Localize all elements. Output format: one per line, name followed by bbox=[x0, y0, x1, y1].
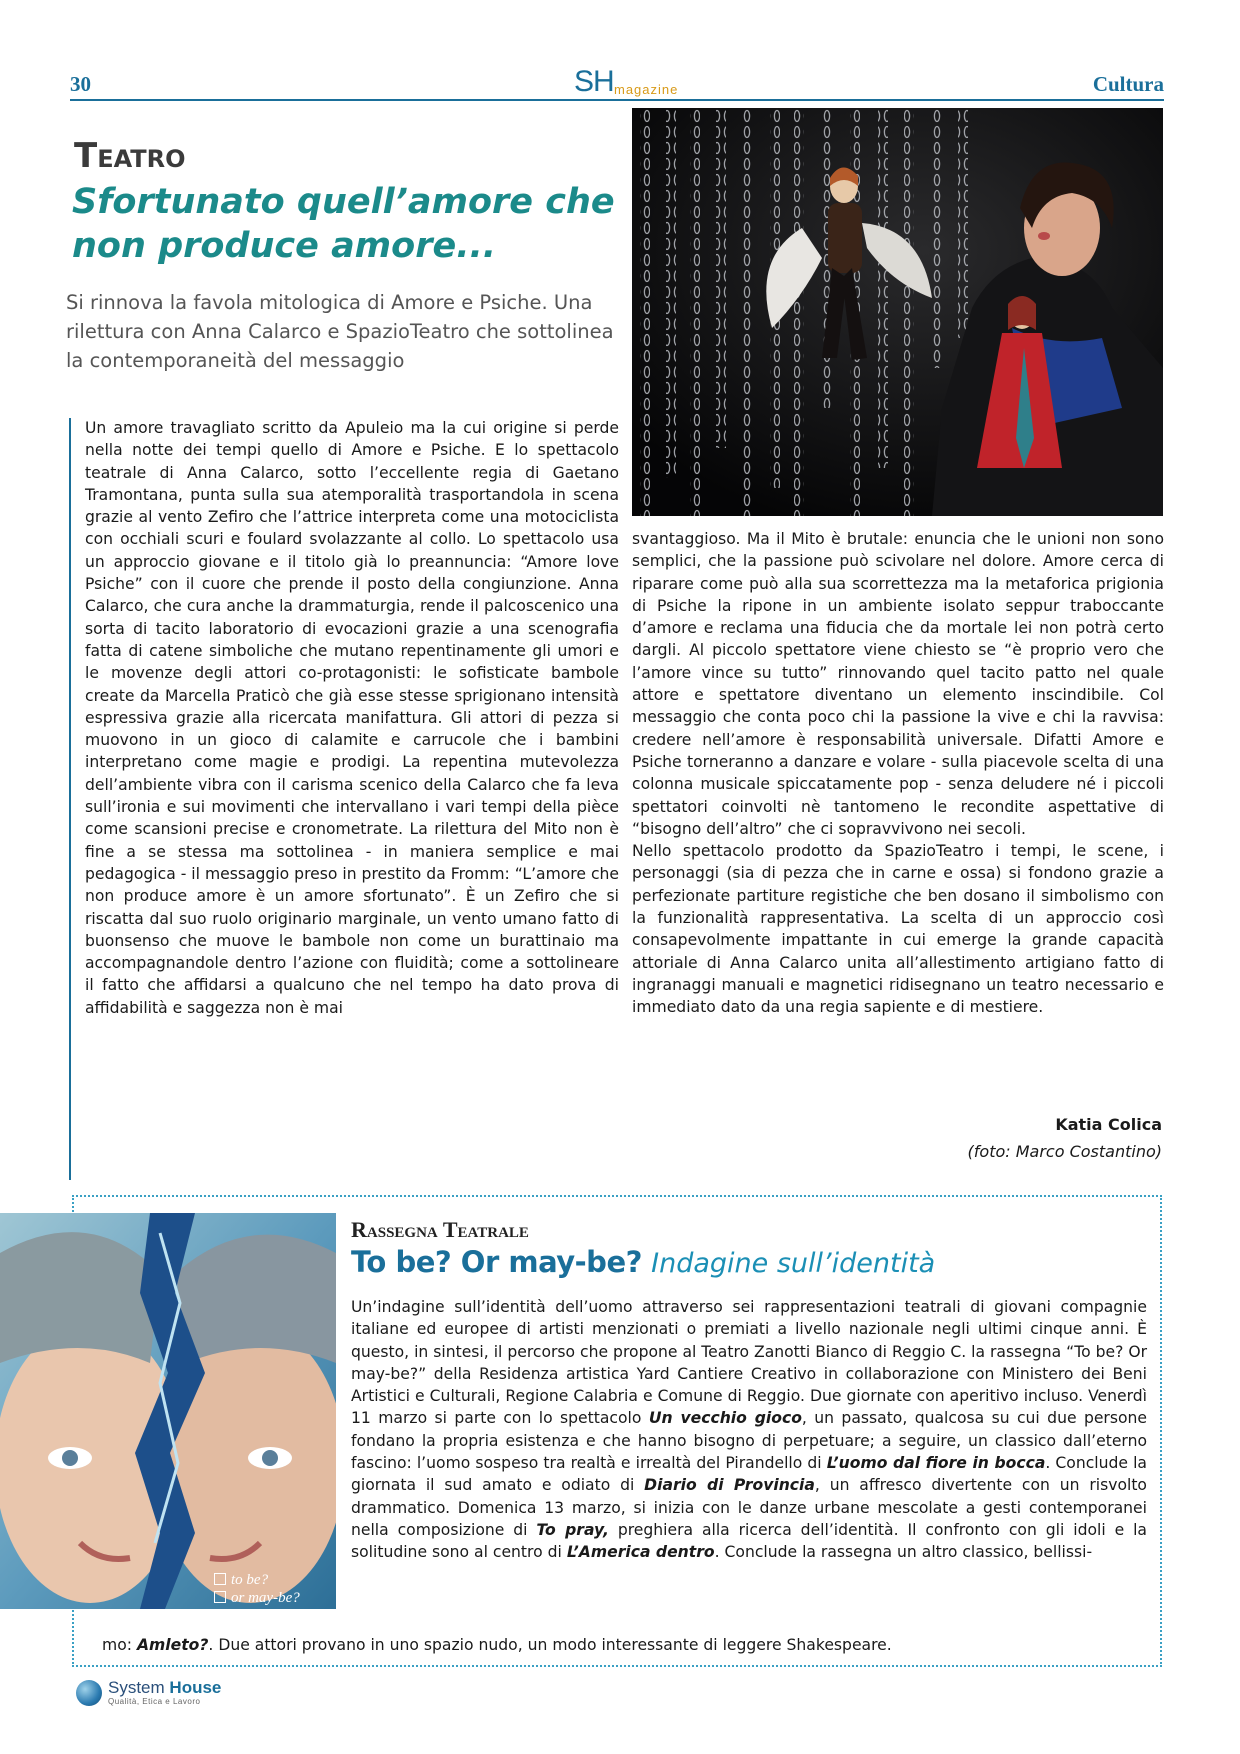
footer-company bbox=[108, 1678, 221, 1698]
box-text-run: Un’indagine sull’identità dell’uomo attraverso sei rappresentazioni teatrali di giovani compagnie italiane ed europee di artisti menzionati o premiati a livello nazionale negli ultimi cinque anni. È questo, in sintesi, il percorso che propone al Teatro Zanotti Bianco di Reggio C. la rassegna “To be? Or may-be?” della Residenza artistica Yard Cantiere Creativo in collaborazione con Ministero dei Beni Artistici e Culturali, Regione Calabria e Comune di Reggio. Due giornate con aperitivo incluso. Venerdì 11 marzo si parte con lo spettacolo bbox=[351, 1298, 1147, 1428]
poster-caption-text: to be? bbox=[231, 1572, 269, 1588]
show-title: Diario di Provincia bbox=[644, 1476, 815, 1495]
photo-credit: (foto: Marco Costantino) bbox=[967, 1142, 1162, 1161]
article-kicker bbox=[74, 136, 186, 176]
box-text-run: . Conclude la rassegna un altro classico, bellissi- bbox=[714, 1543, 1093, 1562]
box-text-run: . Due attori provano in uno spazio nudo, un modo interessante di leggere Shakespeare. bbox=[208, 1636, 892, 1654]
poster-caption-text: or may-be? bbox=[231, 1590, 300, 1606]
show-title: L’uomo dal fiore in bocca bbox=[826, 1454, 1046, 1473]
box-kicker-text: Rassegna Teatrale bbox=[351, 1217, 529, 1242]
box-title bbox=[351, 1245, 935, 1279]
author-byline: Katia Colica bbox=[1055, 1115, 1162, 1134]
header-rule bbox=[70, 99, 1164, 101]
box-text-run: preghiera alla ricerca dell’identità. Il confronto con gli idoli e la solitudine sono al centro di bbox=[351, 1520, 1147, 1562]
section-label: Cultura bbox=[1092, 72, 1164, 96]
box-text-run: . Conclude la giornata il sud amato e odiato di bbox=[351, 1454, 1147, 1495]
article-column-right bbox=[632, 528, 1164, 1019]
box-text-run: mo: bbox=[102, 1636, 137, 1654]
article-column-left: Un amore travagliato scritto da Apuleio ma la cui origine si perde nella notte dei tempi quello di Amore e Psiche. E lo spettacolo teatrale di Anna Calarco, sotto l’eccellente regia di Gaetano Tramontana, punta sulla sua atemporalità trasportandola in scena grazie al vento Zefiro che l’attrice interpreta come una motociclista con occhiali scuri e foulard svolazzante al collo. Lo spettacolo usa un approccio giovane e il titolo già lo preannuncia: “Amore love Psiche” con il cuore che prende il posto della congiunzione. Anna Calarco, che cura anche la drammaturgia, rende il palcoscenico una sorta di tacito laboratorio di evocazioni grazie a una scenografia fatta di catene simboliche che mutano repentinamente gli umori e le movenze degli attori co-protagonisti: le sofisticate bambole create da Marcella Praticò che già esse stesse sprigionano intensità espressiva grazie alla ricercata manifattura. Gli attori di pezza si muovono in un gioco di calamite e carrucole che i bambini interpretano come magie e prodigi. La repentina mutevolezza dell’ambiente vibra con il carisma scenico della Calarco che fa leva sull’ironia e sui movimenti che intervallano i vari tempi della pièce come scansioni precise e cronometrate. La rilettura del Mito non è fine a se stessa ma sottolinea - in maniera semplice e mai pedagogica - il messaggio preso in prestito da Fromm: “L’amore che non produce amore è un amore sfortunato”. È un Zefiro che si riscatta dal suo ruolo originario marginale, un vento umano fatto di buonsenso che muove le bambole non come un burattinaio ma accompagnandole dentro l’azione con fluidità; come a sottolineare il fatto che affidarsi a qualcuno che nel tempo ha dato prova di affidabilità e saggezza non è mai bbox=[85, 419, 619, 1017]
globe-icon bbox=[76, 1680, 102, 1706]
magazine-logo bbox=[574, 66, 686, 98]
checkbox-icon bbox=[214, 1573, 226, 1585]
theatre-photo-illustration bbox=[632, 108, 1163, 516]
footer-tagline: Qualità, Etica e Lavoro bbox=[108, 1697, 201, 1706]
column-accent-bar bbox=[69, 418, 71, 1180]
footer-company-first: System bbox=[108, 1678, 165, 1697]
article-paragraph: Nello spettacolo prodotto da SpazioTeatro i tempi, le scene, i personaggi (sia di pezza che in carne e ossa) si fondono grazie a perfezionate partiture registiche che ben dosano il simbolismo con la funzionalità rappresentativa. La scelta di un approccio così consapevolmente impattante in cui emerge la grande capacità attoriale di Anna Calarco unita all’allestimento artigiano fatto di ingranaggi manuali e magnetici ridisegnano un teatro necessario e immediato dato da una regia sapiente e di mestiere. bbox=[632, 842, 1164, 1017]
footer-logo bbox=[76, 1678, 276, 1708]
checkbox-icon bbox=[214, 1591, 226, 1603]
article-headline: Sfortunato quell’amore che non produce amore... bbox=[72, 182, 615, 266]
theatre-photo bbox=[632, 108, 1163, 516]
page-number: 30 bbox=[70, 72, 91, 96]
box-text bbox=[351, 1296, 1147, 1564]
article-paragraph: svantaggioso. Ma il Mito è brutale: enuncia che le unioni non sono semplici, che la passione può scivolare nel dolore. Amore cerca di riparare come può alla sua scorrettezza ma la metaforica prigionia di Psiche la ripone in un ambiente isolato seppur traboccante d’amore e reclama una fiducia che da mortale lei non potrà certo dargli. Al piccolo spettatore viene chiesto se “è proprio vero che l’amore vince su tutto” rinnovando quel tacito patto nel quale attore e spettatore diventano un elemento inscindibile. Col messaggio che conta poco chi la passione la vive e chi la ravvisa: credere nell’amore è responsabilità universale. Difatti Amore e Psiche torneranno a danzare e volare - sulla piacevole scelta di una colonna musicale spiccatamente pop - senza deludere né i piccoli spettatori coinvolti nè tantomeno le recondite aspettative di “bisogno dell’altro” che ci sopravvivono nei secoli. bbox=[632, 530, 1164, 838]
box-text-run: , un passato, qualcosa su cui due persone fondano la propria esistenza e che hanno bisogno di perpetuare; a seguire, un classico dall’eterno fascino: l’uomo sospeso tra realtà e irrealtà del Pirandello di bbox=[351, 1409, 1147, 1473]
festival-poster bbox=[0, 1213, 336, 1609]
box-text-run: , un affresco divertente con un risvolto drammatico. Domenica 13 marzo, si inizia con le danze urbane mescolate a gesti contemporanei nella composizione di bbox=[351, 1476, 1147, 1539]
box-kicker bbox=[351, 1217, 529, 1243]
poster-caption bbox=[214, 1571, 300, 1607]
show-title: To pray, bbox=[536, 1520, 609, 1539]
festival-poster-illustration bbox=[0, 1213, 336, 1609]
box-title-sub: Indagine sull’identità bbox=[651, 1248, 936, 1279]
magazine-logo-initials: SH bbox=[574, 65, 614, 98]
article-standfirst: Si rinnova la favola mitologica di Amore e Psiche. Una rilettura con Anna Calarco e SpazioTeatro che sottolinea la contemporaneità del messaggio bbox=[66, 291, 614, 372]
article-kicker-text: Teatro bbox=[74, 136, 186, 176]
poster-caption-line bbox=[214, 1571, 300, 1589]
show-title: Un vecchio gioco bbox=[648, 1409, 802, 1428]
footer-company-bold: House bbox=[169, 1678, 222, 1697]
show-title: L’America dentro bbox=[566, 1543, 715, 1562]
poster-caption-line bbox=[214, 1589, 300, 1607]
magazine-logo-word: magazine bbox=[614, 82, 679, 97]
box-title-main: To be? Or may-be? bbox=[351, 1245, 642, 1279]
box-text-tail bbox=[102, 1634, 1147, 1656]
show-title: Amleto? bbox=[136, 1636, 209, 1654]
